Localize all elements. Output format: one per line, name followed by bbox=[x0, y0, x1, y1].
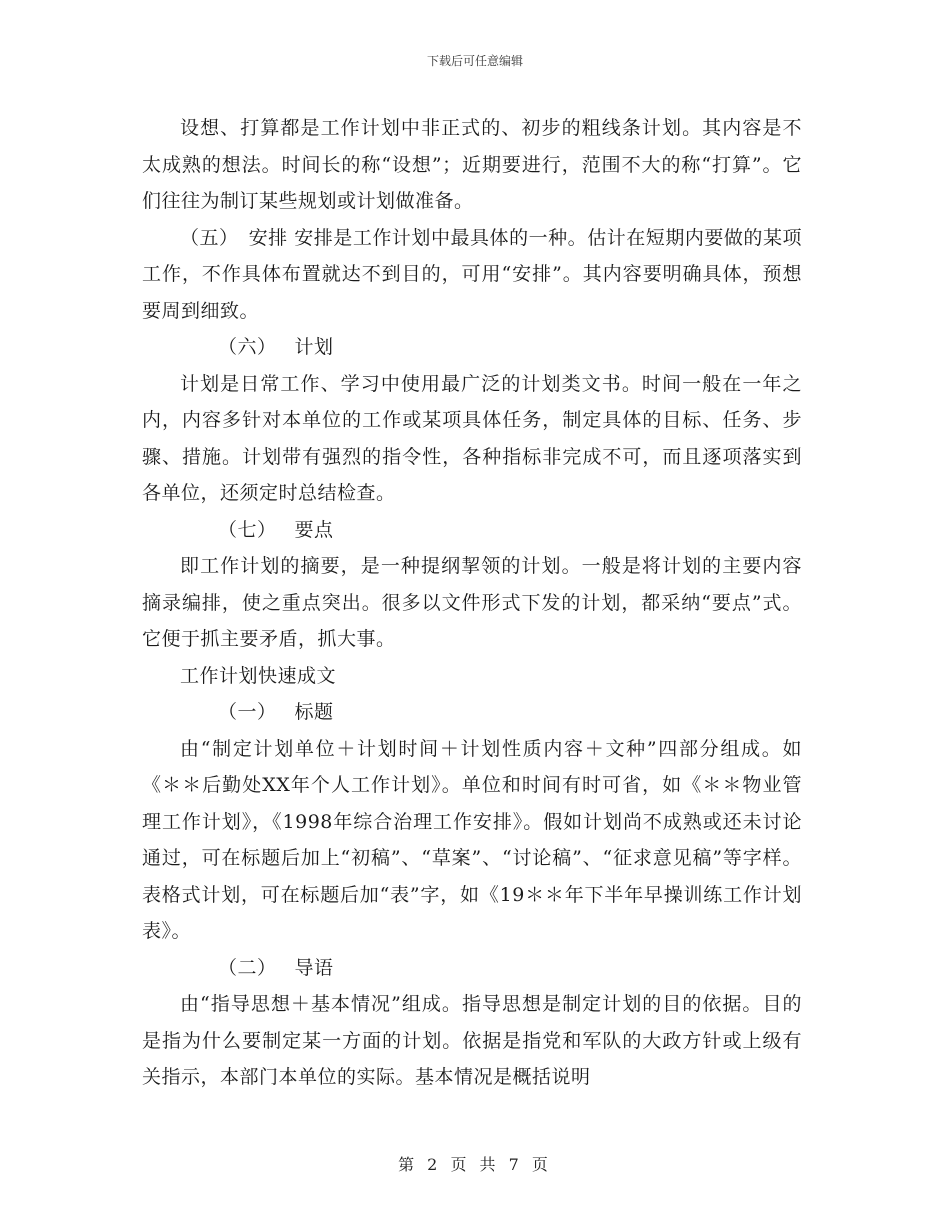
paragraph-plan-desc: 计划是日常工作、学习中使用最广泛的计划类文书。时间一般在一年之内，内容多针对本单位的工作或某项具体任务，制定具体的目标、任务、步骤、措施。计划带有强烈的指令性，各种指标非完成不可，而且逐项落实到各单位，还须定时总结检查。 bbox=[142, 372, 802, 504]
document-body bbox=[142, 110, 802, 1096]
section-heading-intro bbox=[142, 950, 802, 987]
section-heading-key-points bbox=[142, 512, 802, 549]
paragraph-quick-writing: 工作计划快速成文 bbox=[180, 664, 337, 687]
section-title: 标题 bbox=[294, 701, 334, 723]
section-number: （七） bbox=[218, 518, 277, 541]
page-number: 第 2 页 共 7 页 bbox=[398, 1155, 552, 1174]
paragraph-intro-desc: 由“指导思想＋基本情况”组成。指导思想是制定计划的目的依据。目的是指为什么要制定某一方面的计划。依据是指党和军队的大政方针或上级有关指示，本部门本单位的实际。基本情况是概括说明 bbox=[142, 993, 802, 1088]
section-title: 计划 bbox=[294, 336, 334, 358]
section-heading-title bbox=[142, 694, 802, 731]
paragraph-plans-drafts: 设想、打算都是工作计划中非正式的、初步的粗线条计划。其内容是不太成熟的想法。时间长的称“设想”；近期要进行，范围不大的称“打算”。它们往往为制订某些规划或计划做准备。 bbox=[142, 117, 802, 212]
paragraph-key-points-desc: 即工作计划的摘要，是一种提纲挈领的计划。一般是将计划的主要内容摘录编排，使之重点突出。很多以文件形式下发的计划，都采纳“要点”式。它便于抓主要矛盾，抓大事。 bbox=[142, 555, 802, 650]
section-number: （二） bbox=[218, 956, 277, 979]
page-header: 下载后可任意编辑 bbox=[426, 54, 523, 68]
section-heading-plan bbox=[142, 329, 802, 366]
paragraph-arrangement: （五） 安排 安排是工作计划中最具体的一种。估计在短期内要做的某项工作，不作具体布置就达不到目的，可用“安排”。其内容要明确具体，预想要周到细致。 bbox=[142, 226, 802, 322]
section-title: 导语 bbox=[294, 956, 334, 979]
section-number: （六） bbox=[218, 336, 277, 358]
section-title: 要点 bbox=[294, 518, 334, 541]
section-number: （一） bbox=[218, 701, 277, 723]
paragraph-title-desc: 由“制定计划单位＋计划时间＋计划性质内容＋文种”四部分组成。如《＊＊后勤处XX年个人工作计划》。单位和时间有时可省，如《＊＊物业管理工作计划》，《1998年综合治理工作安排》。假如计划尚不成熟或还未讨论通过，可在标题后加上“初稿”、“草案”、“讨论稿”、“征求意见稿”等字样。表格式计划，可在标题后加“表”字，如《19＊＊年下半年早操训练工作计划表》。 bbox=[142, 737, 802, 942]
